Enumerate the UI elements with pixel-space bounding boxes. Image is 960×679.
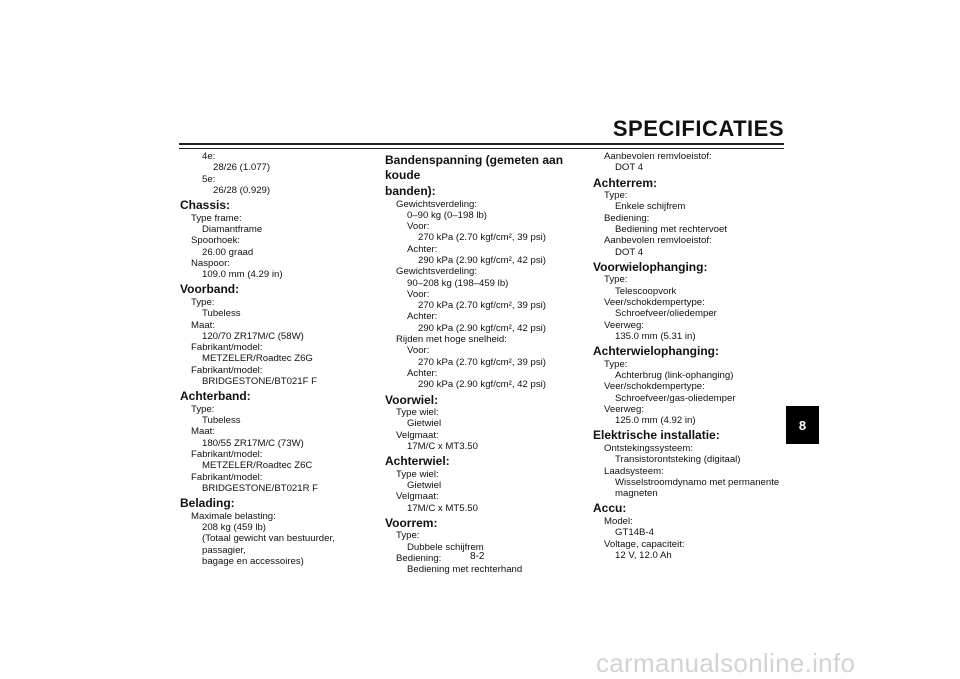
spec-label: Bediening:: [604, 212, 650, 224]
spec-value: METZELER/Roadtec Z6C: [202, 460, 313, 472]
spec-value: 135.0 mm (5.31 in): [615, 330, 696, 342]
spec-label: Aanbevolen remvloeistof:: [604, 235, 712, 247]
spec-value: DOT 4: [615, 162, 644, 174]
spec-label: Gewichtsverdeling:: [396, 266, 478, 278]
spec-label: Laadsysteem:: [604, 465, 664, 477]
spec-value: Tubeless: [202, 415, 241, 427]
spec-value: Achterbrug (link-ophanging): [615, 369, 734, 381]
spec-label: Veer/schokdempertype:: [604, 381, 705, 393]
spec-value: METZELER/Roadtec Z6G: [202, 353, 313, 365]
spec-value: 109.0 mm (4.29 in): [202, 269, 283, 281]
spec-value: Voor:: [407, 288, 430, 300]
spec-column-3: [593, 151, 783, 561]
spec-label: Aanbevolen remvloeistof:: [604, 151, 712, 162]
spec-value: Voor:: [407, 345, 430, 357]
spec-label: Fabrikant/model:: [191, 449, 263, 461]
spec-value: Schroefveer/oliedemper: [615, 308, 717, 320]
spec-value: Schroefveer/gas-oliedemper: [615, 392, 736, 404]
spec-value: 17M/C x MT3.50: [407, 440, 478, 452]
spec-value: Gietwiel: [407, 480, 442, 492]
spec-label: Gewichtsverdeling:: [396, 198, 478, 210]
spec-value: Enkele schijfrem: [615, 201, 686, 213]
section-heading: Voorrem:: [385, 515, 438, 530]
spec-label: Velgmaat:: [396, 429, 439, 441]
spec-value: 180/55 ZR17M/C (73W): [202, 437, 304, 449]
spec-value: Telescoopvork: [615, 285, 677, 297]
section-heading: Bandenspanning (gemeten aan koude: [385, 153, 564, 182]
spec-value: Achter:: [407, 367, 438, 379]
spec-label: Veer/schokdempertype:: [604, 296, 705, 308]
spec-value: Voor:: [407, 221, 430, 233]
spec-value: Diamantframe: [202, 223, 263, 235]
section-heading: Achterwiel:: [385, 454, 450, 469]
spec-value: 17M/C x MT5.50: [407, 502, 478, 514]
spec-value: Bediening met rechterhand: [407, 564, 523, 576]
spec-label: Naspoor:: [191, 257, 230, 269]
spec-value: 290 kPa (2.90 kgf/cm², 42 psi): [418, 379, 546, 391]
spec-label: Veerweg:: [604, 319, 645, 331]
spec-label: Maat:: [191, 426, 215, 438]
spec-value: magneten: [615, 488, 658, 500]
header-rule-thin: [179, 148, 784, 149]
spec-label: Bediening:: [396, 553, 442, 565]
section-heading: Accu:: [593, 501, 627, 516]
spec-label: Fabrikant/model:: [191, 471, 263, 483]
watermark: carmanualsonline.info: [596, 648, 856, 678]
spec-value: 120/70 ZR17M/C (58W): [202, 330, 304, 342]
section-heading: Achterrem:: [593, 175, 658, 190]
spec-value: 290 kPa (2.90 kgf/cm², 42 psi): [418, 322, 546, 334]
spec-label: Fabrikant/model:: [191, 364, 263, 376]
spec-value: bagage en accessoires): [202, 555, 304, 567]
spec-label: Type:: [604, 358, 628, 370]
spec-label: Type wiel:: [396, 468, 439, 480]
spec-value: Dubbele schijfrem: [407, 541, 484, 553]
spec-value: 26/28 (0.929): [213, 184, 271, 196]
spec-label: Type wiel:: [396, 407, 439, 419]
spec-column-2: [385, 151, 585, 576]
section-heading: Achterband:: [180, 389, 251, 404]
spec-label: Velgmaat:: [396, 491, 439, 503]
spec-value: Achter:: [407, 243, 438, 255]
spec-column-1: [180, 151, 375, 567]
section-heading: Voorwiel:: [385, 392, 439, 407]
spec-label: Type:: [191, 296, 215, 308]
spec-value: 5e:: [202, 173, 216, 185]
spec-label: Type:: [604, 190, 628, 202]
spec-value: 4e:: [202, 151, 216, 162]
spec-label: Rijden met hoge snelheid:: [396, 334, 507, 346]
spec-label: Veerweg:: [604, 403, 645, 415]
spec-label: Spoorhoek:: [191, 235, 241, 247]
section-heading: Voorband:: [180, 282, 240, 297]
spec-label: Ontstekingssysteem:: [604, 442, 694, 454]
spec-value: Achter:: [407, 311, 438, 323]
spec-label: Type:: [396, 530, 420, 542]
spec-value: Transistorontsteking (digitaal): [615, 454, 741, 466]
page-title: SPECIFICATIES: [612, 116, 784, 141]
spec-label: Model:: [604, 515, 633, 527]
spec-label: Fabrikant/model:: [191, 342, 263, 354]
spec-label: Maat:: [191, 319, 215, 331]
page-number: 8-2: [470, 551, 485, 562]
spec-label: Voltage, capaciteit:: [604, 538, 685, 550]
spec-value: 26.00 graad: [202, 246, 254, 258]
spec-value: 270 kPa (2.70 kgf/cm², 39 psi): [418, 356, 546, 368]
spec-value: 290 kPa (2.90 kgf/cm², 42 psi): [418, 254, 546, 266]
section-heading: Voorwielophanging:: [593, 259, 708, 274]
spec-value: 0–90 kg (0–198 lb): [407, 209, 488, 221]
spec-value: 208 kg (459 lb): [202, 522, 266, 534]
spec-label: Type:: [604, 274, 628, 286]
spec-value: 270 kPa (2.70 kgf/cm², 39 psi): [418, 300, 546, 312]
spec-value: 125.0 mm (4.92 in): [615, 415, 696, 427]
spec-value: 12 V, 12.0 Ah: [615, 549, 672, 561]
spec-value: 28/26 (1.077): [213, 162, 271, 174]
section-heading: Chassis:: [180, 198, 231, 213]
section-heading: Achterwielophanging:: [593, 344, 719, 359]
spec-value: Wisselstroomdynamo met permanente: [615, 476, 780, 488]
spec-value: Gietwiel: [407, 418, 442, 430]
spec-value: BRIDGESTONE/BT021F F: [202, 376, 317, 388]
spec-value: GT14B-4: [615, 527, 654, 539]
spec-value: 270 kPa (2.70 kgf/cm², 39 psi): [418, 232, 546, 244]
section-heading: Belading:: [180, 496, 235, 511]
spec-value: DOT 4: [615, 246, 644, 258]
spec-label: Type frame:: [191, 212, 242, 224]
spec-value: BRIDGESTONE/BT021R F: [202, 482, 319, 494]
spec-value: 90–208 kg (198–459 lb): [407, 277, 509, 289]
spec-label: Type:: [191, 403, 215, 415]
chapter-tab[interactable]: 8: [786, 406, 819, 444]
header-rule: [179, 143, 784, 145]
section-heading: Elektrische installatie:: [593, 428, 720, 443]
spec-value: Bediening met rechtervoet: [615, 223, 727, 235]
spec-value: (Totaal gewicht van bestuurder, passagier,: [202, 533, 335, 556]
section-heading: banden):: [385, 184, 436, 198]
spec-value: Tubeless: [202, 308, 241, 320]
spec-label: Maximale belasting:: [191, 510, 276, 522]
